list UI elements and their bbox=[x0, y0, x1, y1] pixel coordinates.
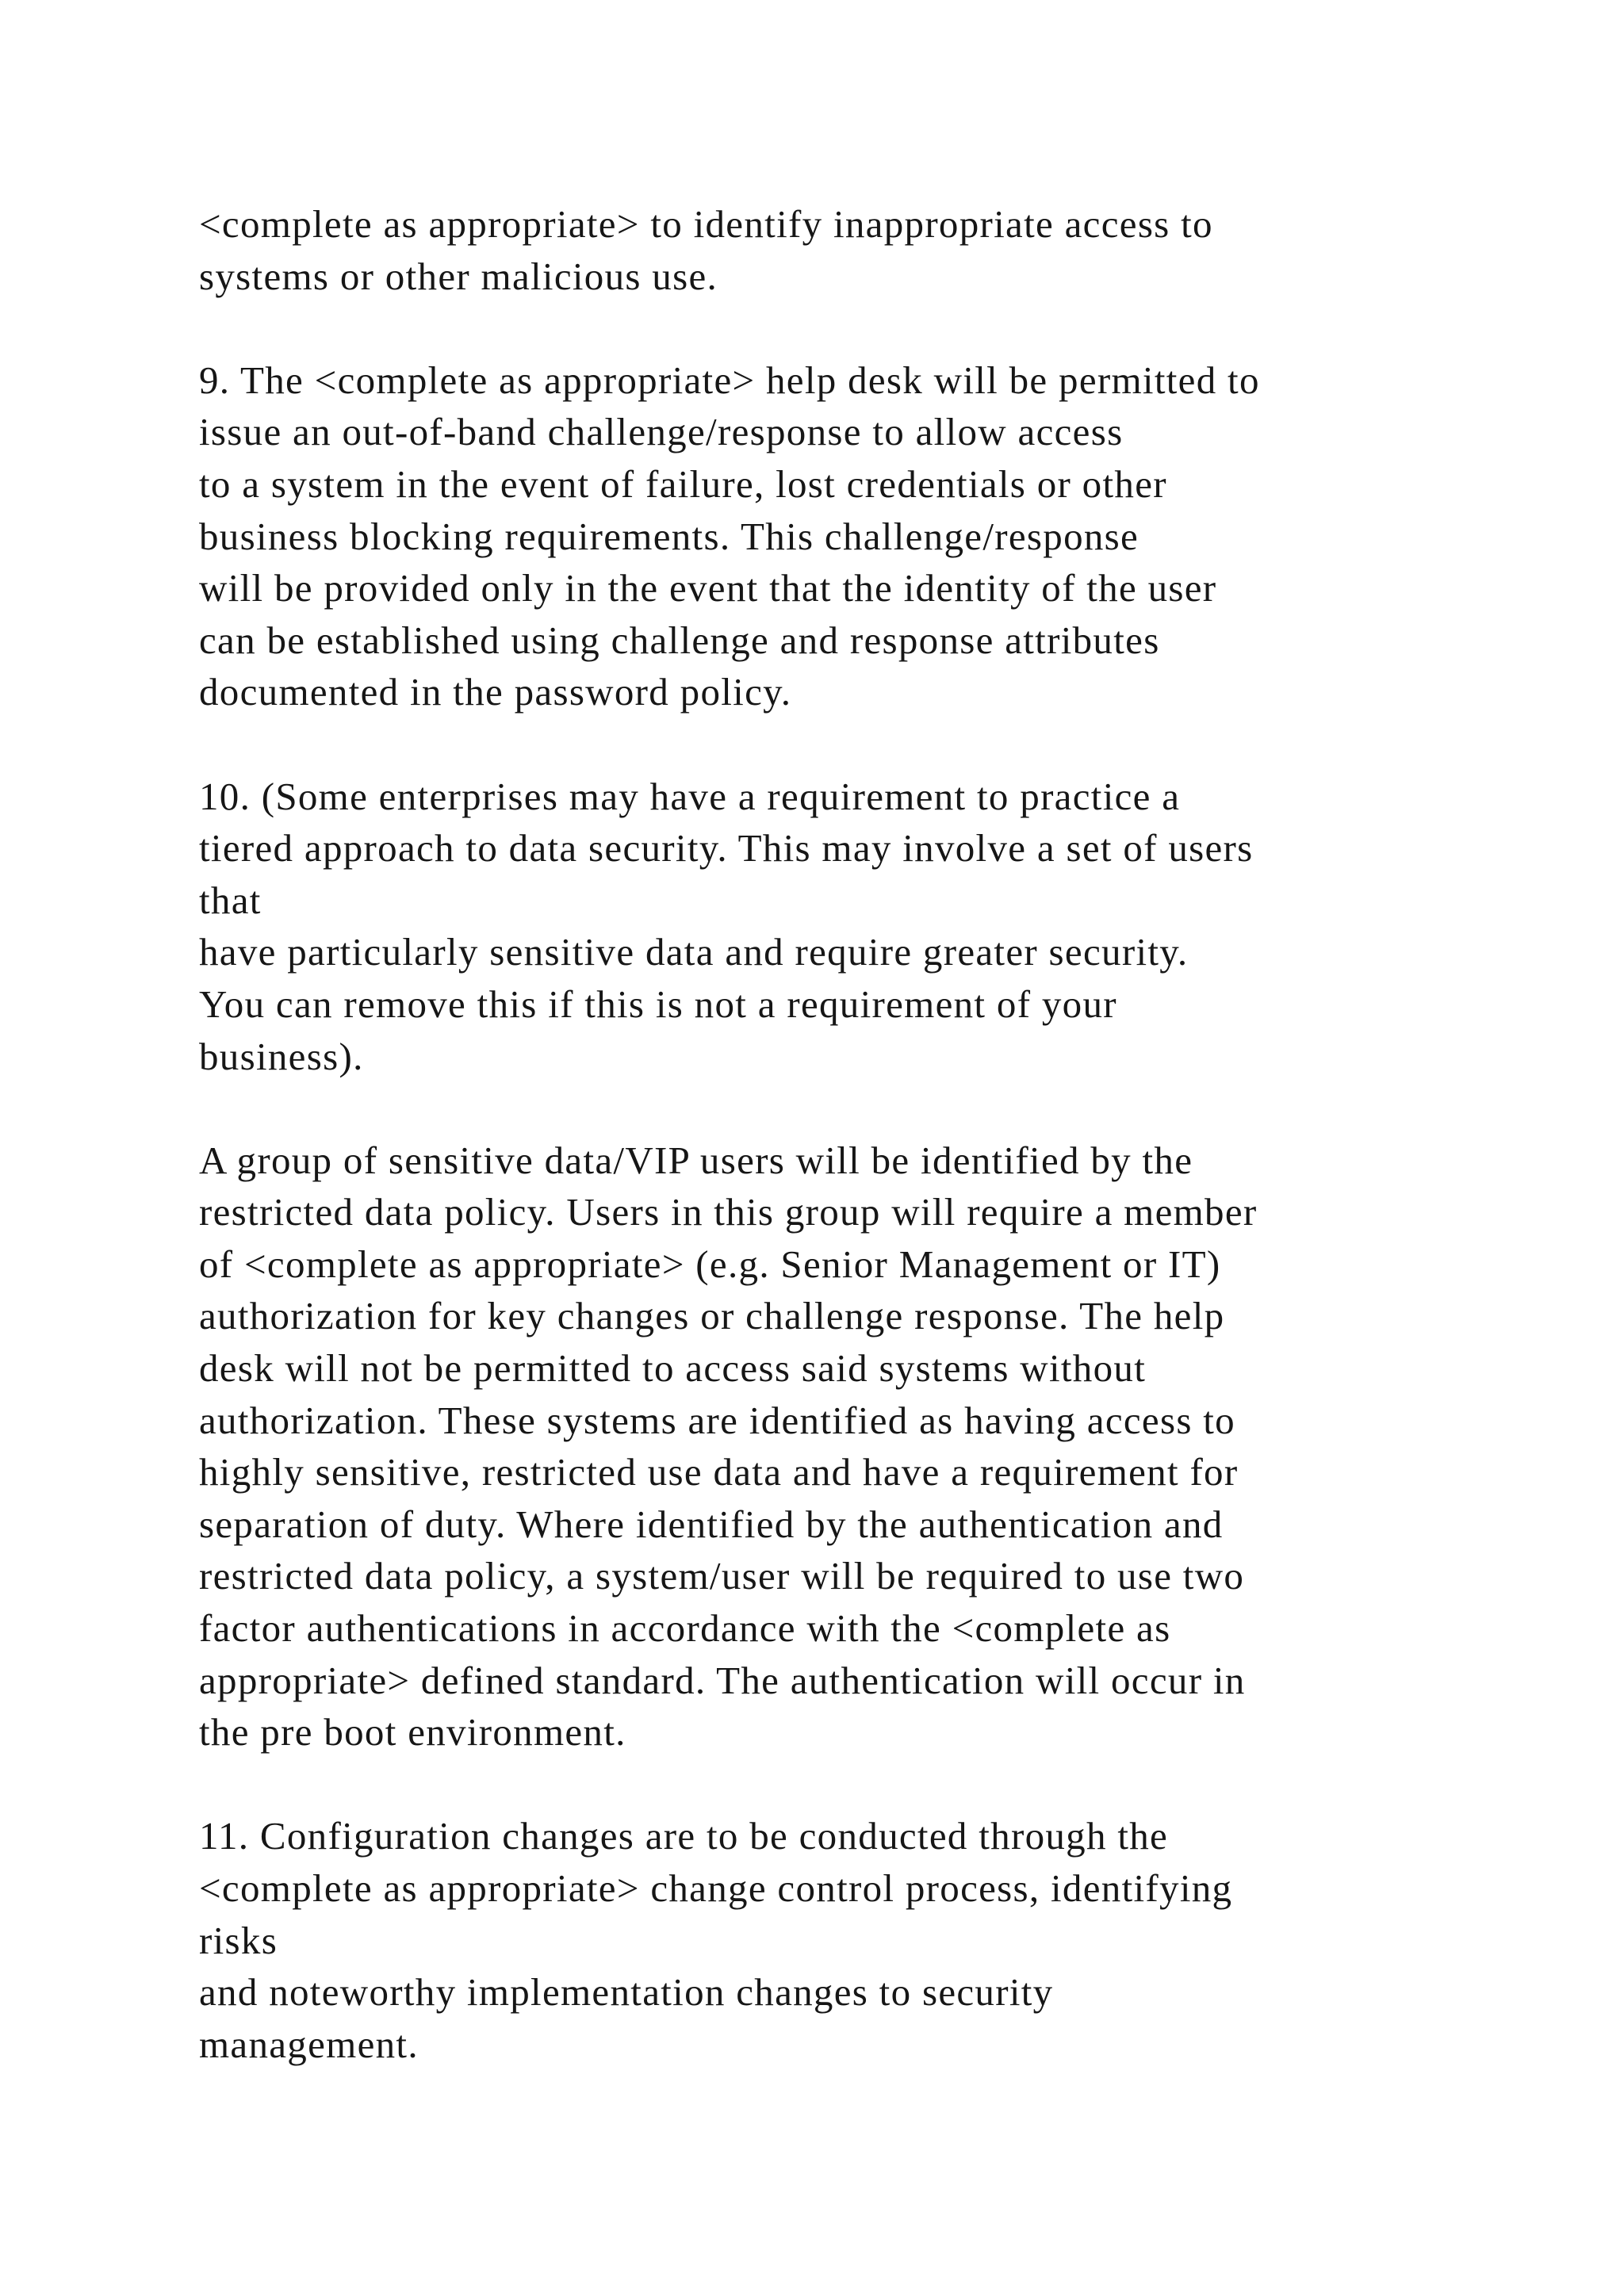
text-line: that bbox=[199, 878, 262, 922]
text-line: appropriate> defined standard. The authentication will occur in bbox=[199, 1658, 1246, 1702]
text-line: desk will not be permitted to access said systems without bbox=[199, 1346, 1147, 1391]
text-line: the pre boot environment. bbox=[199, 1710, 626, 1755]
text-line: can be established using challenge and response attributes bbox=[199, 618, 1160, 662]
text-line: highly sensitive, restricted use data and have a requirement for bbox=[199, 1450, 1239, 1494]
document-body bbox=[199, 198, 1547, 2070]
text-line: and noteworthy implementation changes to security bbox=[199, 1970, 1054, 2015]
text-line: of <complete as appropriate> (e.g. Senior Management or IT) bbox=[199, 1242, 1221, 1286]
text-line: You can remove this if this is not a requirement of your bbox=[199, 982, 1117, 1026]
text-line: factor authentications in accordance with the <complete as bbox=[199, 1606, 1171, 1651]
text-line: restricted data policy. Users in this group will require a member bbox=[199, 1190, 1258, 1234]
paragraph-item-10 bbox=[199, 771, 1547, 1083]
paragraph-item-9 bbox=[199, 354, 1547, 718]
paragraph-gap bbox=[199, 718, 1547, 771]
paragraph-item-11 bbox=[199, 1810, 1547, 2070]
text-line: A group of sensitive data/VIP users will be identified by the bbox=[199, 1138, 1193, 1182]
text-line: <complete as appropriate> to identify inappropriate access to bbox=[199, 202, 1213, 246]
text-line: separation of duty. Where identified by the authentication and bbox=[199, 1502, 1224, 1546]
text-line: documented in the password policy. bbox=[199, 670, 792, 714]
paragraph-gap bbox=[199, 1758, 1547, 1811]
text-line: 9. The <complete as appropriate> help desk will be permitted to bbox=[199, 358, 1260, 402]
text-line: will be provided only in the event that the identity of the user bbox=[199, 566, 1217, 610]
paragraph-gap bbox=[199, 302, 1547, 354]
text-line: restricted data policy, a system/user will be required to use two bbox=[199, 1554, 1245, 1598]
paragraph bbox=[199, 198, 1547, 302]
text-line: 11. Configuration changes are to be conducted through the bbox=[199, 1814, 1169, 1858]
text-line: risks bbox=[199, 1918, 278, 1962]
text-line: business). bbox=[199, 1034, 364, 1078]
text-line: have particularly sensitive data and require greater security. bbox=[199, 930, 1189, 974]
text-line: authorization for key changes or challenge response. The help bbox=[199, 1294, 1225, 1338]
text-line: management. bbox=[199, 2022, 419, 2066]
text-line: <complete as appropriate> change control process, identifying bbox=[199, 1866, 1233, 1910]
paragraph-gap bbox=[199, 1082, 1547, 1135]
text-line: issue an out-of-band challenge/response to allow access bbox=[199, 410, 1124, 454]
text-line: to a system in the event of failure, lost credentials or other bbox=[199, 461, 1167, 506]
text-line: authorization. These systems are identified as having access to bbox=[199, 1398, 1235, 1442]
text-line: systems or other malicious use. bbox=[199, 254, 718, 298]
text-line: 10. (Some enterprises may have a requirement to practice a bbox=[199, 774, 1181, 818]
paragraph-vip-users bbox=[199, 1135, 1547, 1758]
text-line: tiered approach to data security. This may involve a set of users bbox=[199, 826, 1254, 871]
text-line: business blocking requirements. This challenge/response bbox=[199, 514, 1139, 558]
